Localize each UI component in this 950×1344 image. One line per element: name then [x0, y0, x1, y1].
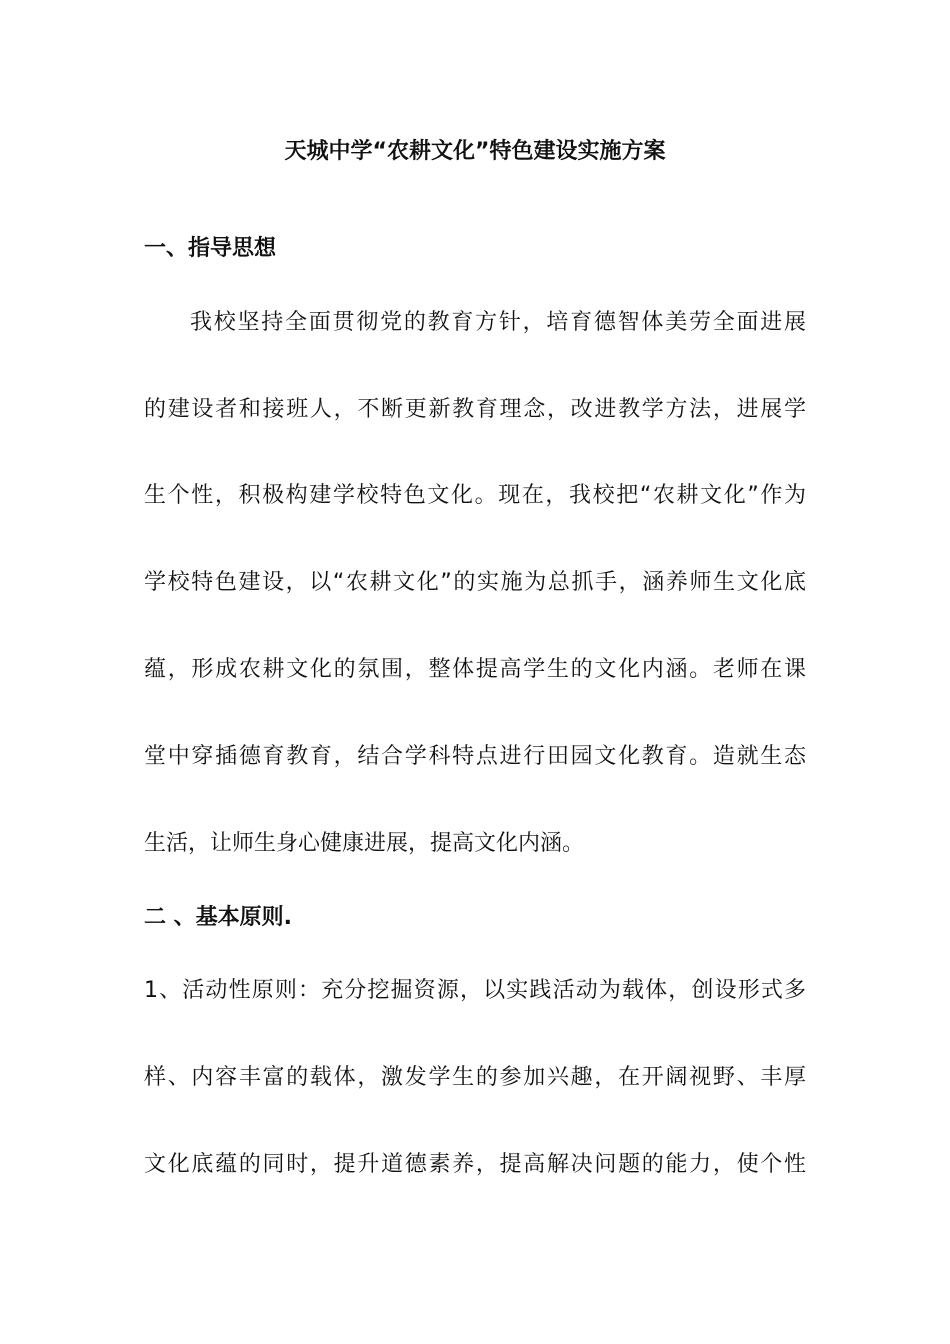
paragraph-line: 蕴，形成农耕文化的氛围，整体提高学生的文化内涵。老师在课	[144, 657, 806, 682]
paragraph-line: 的建设者和接班人，不断更新教育理念，改进教学方法，进展学	[144, 397, 806, 422]
paragraph-line: 学校特色建设，以“农耕文化”的实施为总抓手，涵养师生文化底	[144, 570, 806, 595]
section-heading-basic-principles: 二 、基本原则.	[144, 905, 293, 930]
paragraph-line: 堂中穿插德育教育，结合学科特点进行田园文化教育。造就生态	[144, 744, 806, 769]
section-heading-guiding-ideology: 一、指导思想	[144, 236, 277, 261]
paragraph-line: 我校坚持全面贯彻党的教育方针，培育德智体美劳全面进展	[190, 310, 806, 335]
paragraph-line: 文化底蕴的同时，提升道德素养，提高解决问题的能力，使个性	[144, 1152, 806, 1177]
document-title: 天城中学“农耕文化”特色建设实施方案	[284, 139, 666, 164]
paragraph-line: 样、内容丰富的载体，激发学生的参加兴趣，在开阔视野、丰厚	[144, 1065, 806, 1090]
paragraph-line: 生活，让师生身心健康进展，提高文化内涵。	[144, 831, 585, 856]
paragraph-line: 生个性，积极构建学校特色文化。现在，我校把“农耕文化”作为	[144, 483, 806, 508]
paragraph-line: 1、活动性原则：充分挖掘资源，以实践活动为载体，创设形式多	[144, 978, 806, 1003]
